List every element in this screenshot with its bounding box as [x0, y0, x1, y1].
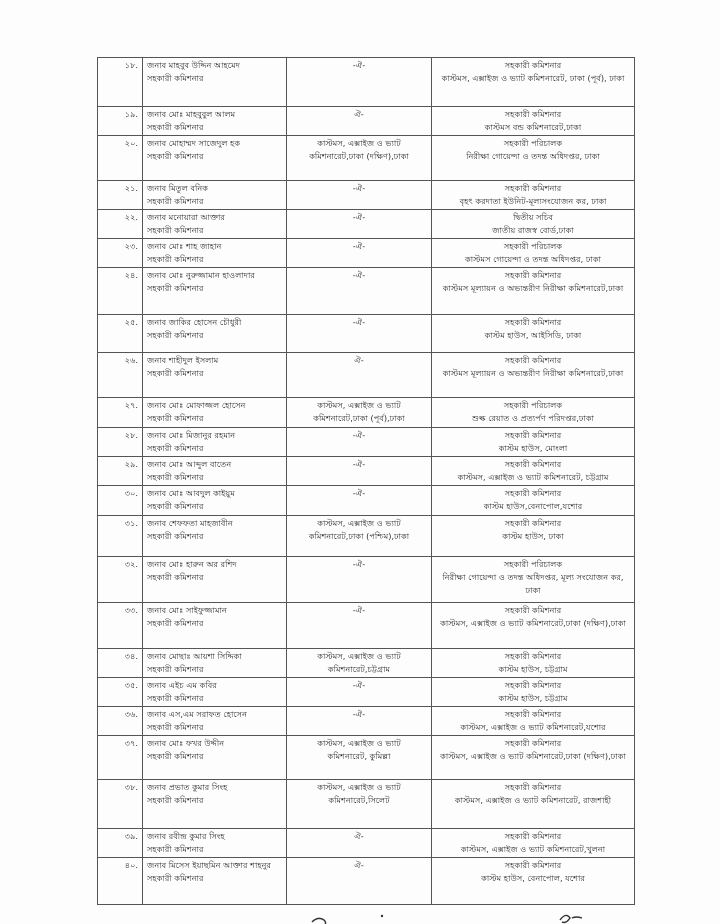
table-row [98, 858, 635, 905]
serial-cell [98, 516, 143, 557]
new-post-title: সহকারী কমিশনার [504, 831, 562, 841]
serial-cell [98, 780, 143, 829]
page-number-mark [560, 915, 582, 922]
officer-cell [143, 210, 287, 239]
serial-number: ২০. [124, 138, 138, 148]
current-posting-line: -ঐ- [352, 60, 366, 70]
table-row [98, 353, 635, 398]
new-posting-office: কাস্টম হাউস, চট্টগ্রাম [498, 693, 568, 703]
officer-name: জনাব মোছাঃ আয়শা সিদ্দিকা [147, 651, 242, 661]
officer-designation: সহকারী কমিশনার [147, 693, 204, 703]
officer-designation: সহকারী কমিশনার [147, 618, 204, 628]
current-posting-cell [287, 649, 432, 678]
new-post-title: সহকারী কমিশনার [504, 651, 562, 661]
new-posting-office: কাস্টম হাউস, চট্টগ্রাম [498, 664, 568, 674]
new-posting-office: কাস্টমস, এক্সাইজ ও ভ্যাট কমিশনারেট, রাজশাহী [454, 795, 612, 805]
officer-cell [143, 557, 287, 603]
new-posting-office: কাস্টমস, এক্সাইজ ও ভ্যাট কমিশনারেট,যশোর [460, 722, 606, 732]
officer-designation: সহকারী কমিশনার [147, 722, 204, 732]
new-posting-office: কাস্টম হাউস, মোংলা [498, 443, 568, 453]
officer-designation: সহকারী কমিশনার [147, 254, 204, 264]
new-posting-cell [432, 58, 635, 107]
officer-name: জনাব জাকির হোসেন চৌধুরী [147, 317, 242, 327]
current-posting-cell [287, 486, 432, 516]
new-posting-cell [432, 181, 635, 210]
serial-cell [98, 58, 143, 107]
new-posting-office: বৃহৎ করদাতা ইউনিট-মূল্যসংযোজন কর, ঢাকা [459, 196, 607, 206]
current-posting-line: ঐ- [354, 109, 364, 119]
current-posting-line: -ঐ- [352, 212, 366, 222]
new-post-title: সহকারী কমিশনার [504, 709, 562, 719]
officer-cell [143, 736, 287, 780]
officer-name: জনাব মোঃ আবদুল কাইয়ুম [147, 488, 235, 498]
new-posting-cell [432, 486, 635, 516]
current-posting-line: ঐ- [354, 831, 364, 841]
table-row [98, 398, 635, 428]
current-posting-cell [287, 181, 432, 210]
serial-cell [98, 181, 143, 210]
officer-cell [143, 649, 287, 678]
officer-designation: সহকারী কমিশনার [147, 572, 204, 582]
new-posting-office: কাস্টম হাউস, বেনাপোল, যশোর [481, 873, 585, 883]
new-posting-cell [432, 829, 635, 858]
new-post-title: সহকারী কমিশনার [504, 60, 562, 70]
current-posting-line: ঐ- [354, 355, 364, 365]
table-row [98, 516, 635, 557]
new-posting-office: কাস্টমস মূল্যায়ন ও অভ্যন্তরীণ নিরীক্ষা কমিশনারেট,ঢাকা [442, 283, 624, 293]
new-posting-office: কাস্টমস, এক্সাইজ ও ভ্যাট কমিশনারেট,খুলনা [460, 844, 606, 854]
current-posting-line: কাস্টমস, এক্সাইজ ও ভ্যাট [317, 400, 401, 410]
current-posting-line: -ঐ- [352, 270, 366, 280]
serial-cell [98, 486, 143, 516]
officer-name: জনাব রবীন্দ্র কুমার সিংহ [147, 831, 225, 841]
officer-designation: সহকারী কমিশনার [147, 151, 204, 161]
new-post-title: সহকারী কমিশনার [504, 109, 562, 119]
current-posting-cell [287, 678, 432, 707]
serial-cell [98, 557, 143, 603]
current-posting-cell [287, 557, 432, 603]
new-posting-cell [432, 210, 635, 239]
table-row [98, 181, 635, 210]
current-posting-line: কমিশনারেট, কুমিল্লা [327, 751, 391, 761]
serial-number: ৩৮. [124, 782, 138, 792]
new-post-title: সহকারী কমিশনার [504, 518, 562, 528]
officer-name: জনাব মিসেস ইয়াছমিন আক্তার শাহনুর [147, 860, 272, 870]
current-posting-line: কাস্টমস, এক্সাইজ ও ভ্যাট [317, 738, 401, 748]
current-posting-cell [287, 736, 432, 780]
serial-cell [98, 107, 143, 136]
officer-designation: সহকারী কমিশনার [147, 795, 204, 805]
current-posting-cell [287, 780, 432, 829]
new-posting-office: জাতীয় রাজস্ব বোর্ড,ঢাকা [492, 225, 574, 235]
serial-number: ৩২. [124, 559, 138, 569]
new-posting-cell [432, 107, 635, 136]
officer-name: জনাব মোঃ আব্দুল বাতেন [147, 459, 232, 469]
new-post-title: সহকারী কমিশনার [504, 430, 562, 440]
current-posting-line: কমিশনারেট,সিলেট [328, 795, 390, 805]
officer-cell [143, 315, 287, 353]
officer-name: জনাব মোঃ মোফাজ্জল হোসেন [147, 400, 246, 410]
new-posting-office: কাস্টমস বন্ড কমিশনারেট,ঢাকা [484, 122, 582, 132]
new-post-title: সহকারী কমিশনার [504, 680, 562, 690]
new-posting-office: কাস্টমস মূল্যায়ন ও অভ্যন্তরীণ নিরীক্ষা কমিশনারেট,ঢাকা [442, 368, 624, 378]
officer-name: জনাব মোঃ শাহ জাহান [147, 241, 222, 251]
current-posting-line: কাস্টমস, এক্সাইজ ও ভ্যাট [317, 518, 401, 528]
officer-designation: সহকারী কমিশনার [147, 873, 204, 883]
officer-designation: সহকারী কমিশনার [147, 368, 204, 378]
serial-number: ১৮. [124, 60, 138, 70]
table-row [98, 557, 635, 603]
officer-designation: সহকারী কমিশনার [147, 413, 204, 423]
table-row [98, 107, 635, 136]
officer-name: জনাব মোঃ মিজানুর রহমান [147, 430, 236, 440]
table-row [98, 649, 635, 678]
new-post-title: সহকারী পরিচালক [503, 241, 563, 251]
serial-cell [98, 210, 143, 239]
new-posting-office: কাস্টমস, এক্সাইজ ও ভ্যাট কমিশনারেট, চট্টগ্রাম [457, 472, 609, 482]
current-posting-line: -ঐ- [352, 317, 366, 327]
current-posting-cell [287, 315, 432, 353]
officer-name: জনাব প্রভাত কুমার সিংহ [147, 782, 228, 792]
serial-cell [98, 239, 143, 268]
serial-cell [98, 678, 143, 707]
officer-cell [143, 58, 287, 107]
officer-designation: সহকারী কমিশনার [147, 330, 204, 340]
officer-name: জনাব শেফফতা মাহজাবীন [147, 518, 233, 528]
serial-number: ২৩. [124, 241, 138, 251]
new-posting-cell [432, 780, 635, 829]
officer-name: জনাব মোঃ সাইফুজ্জামান [147, 605, 227, 615]
table-row [98, 736, 635, 780]
officer-cell [143, 457, 287, 486]
officer-cell [143, 858, 287, 905]
serial-cell [98, 649, 143, 678]
serial-number: ২৯. [124, 459, 138, 469]
current-posting-cell [287, 858, 432, 905]
new-posting-office: কাস্টম হাউস, আইসিডি, ঢাকা [484, 330, 582, 340]
officer-designation: সহকারী কমিশনার [147, 844, 204, 854]
table-row [98, 268, 635, 315]
current-posting-line: -ঐ- [352, 241, 366, 251]
new-post-title: সহকারী কমিশনার [504, 782, 562, 792]
serial-number: ৩৯. [124, 831, 138, 841]
officer-cell [143, 353, 287, 398]
officer-name: জনাব এইচ এম কবির [147, 680, 217, 690]
serial-number: ২২. [124, 212, 138, 222]
table-row [98, 58, 635, 107]
current-posting-line: -ঐ- [352, 559, 366, 569]
new-posting-cell [432, 428, 635, 457]
serial-number: ৩৪. [124, 651, 138, 661]
table-row [98, 457, 635, 486]
current-posting-cell [287, 239, 432, 268]
new-post-title: সহকারী কমিশনার [504, 605, 562, 615]
officer-cell [143, 398, 287, 428]
officer-name: জনাব মোহাম্মদ সাজেদুল হক [147, 138, 241, 148]
current-posting-line: কাস্টমস, এক্সাইজ ও ভ্যাট [317, 138, 401, 148]
new-posting-cell [432, 516, 635, 557]
officer-name: জনাব শাহীদুল ইসলাম [147, 355, 219, 365]
serial-number: ৩৫. [124, 680, 138, 690]
current-posting-line: -ঐ- [352, 709, 366, 719]
new-post-title: সহকারী কমিশনার [504, 317, 562, 327]
current-posting-line: ঐ- [354, 860, 364, 870]
new-posting-office: নিরীক্ষা গোয়েন্দা ও তদন্ত অধিদপ্তর, ঢাকা [466, 151, 600, 161]
officer-designation: সহকারী কমিশনার [147, 225, 204, 235]
new-posting-cell [432, 457, 635, 486]
officer-designation: সহকারী কমিশনার [147, 283, 204, 293]
serial-number: ২১. [124, 183, 138, 193]
new-post-title: সহকারী কমিশনার [504, 860, 562, 870]
serial-cell [98, 353, 143, 398]
new-posting-office: শুল্ক রেয়াত ও প্রত্যর্পণ পরিদপ্তর,ঢাকা [471, 413, 595, 423]
officer-name: জনাব এস,এম সরাফত হোসেন [147, 709, 247, 719]
current-posting-cell [287, 136, 432, 181]
new-posting-office: কাস্টমস, এক্সাইজ ও ভ্যাট কমিশনারেট,ঢাকা (দক্ষিণ),ঢাকা [440, 751, 626, 761]
officer-name: জনাব মোঃ মাহবুবুল আলম [147, 109, 236, 119]
officer-designation: সহকারী কমিশনার [147, 73, 204, 83]
current-posting-line: কমিশনারেট,ঢাকা (পূর্ব),ঢাকা [313, 413, 405, 423]
serial-number: ৩৩. [124, 605, 138, 615]
serial-number: ২৮. [124, 430, 138, 440]
current-posting-line: কাস্টমস, এক্সাইজ ও ভ্যাট [317, 782, 401, 792]
new-posting-cell [432, 315, 635, 353]
officer-cell [143, 516, 287, 557]
table-row [98, 678, 635, 707]
serial-cell [98, 315, 143, 353]
serial-number: ২৭. [124, 400, 138, 410]
new-posting-cell [432, 649, 635, 678]
serial-cell [98, 136, 143, 181]
serial-number: ১৯. [124, 109, 138, 119]
officer-designation: সহকারী কমিশনার [147, 664, 204, 674]
handwritten-marks [0, 900, 720, 924]
officer-name: জনাব মোঃ নুরুজ্জামান হাওলাদার [147, 270, 255, 280]
serial-number: ৪০. [124, 860, 138, 870]
officer-name: জনাব মনোয়ারা আক্তার [147, 212, 225, 222]
serial-cell [98, 428, 143, 457]
serial-cell [98, 268, 143, 315]
current-posting-cell [287, 210, 432, 239]
serial-number: ৩৬. [124, 709, 138, 719]
serial-cell [98, 603, 143, 649]
officer-cell [143, 181, 287, 210]
officer-designation: সহকারী কমিশনার [147, 122, 204, 132]
new-post-title: সহকারী কমিশনার [504, 183, 562, 193]
current-posting-line: -ঐ- [352, 605, 366, 615]
new-post-title: সহকারী কমিশনার [504, 738, 562, 748]
serial-number: ৩৭. [124, 738, 138, 748]
serial-cell [98, 457, 143, 486]
current-posting-line: কমিশনারেট,চট্টগ্রাম [327, 664, 391, 674]
new-post-title: সহকারী পরিচালক [503, 559, 563, 569]
new-posting-office: কাস্টম হাউস, ঢাকা [502, 531, 564, 541]
serial-number: ২৬. [124, 355, 138, 365]
new-posting-office: কাস্টমস গোয়েন্দা ও তদন্ত অধিদপ্তর, ঢাকা [464, 254, 601, 264]
officer-cell [143, 239, 287, 268]
new-posting-office: কাস্টমস, এক্সাইজ ও ভ্যাট কমিশনারেট,ঢাকা (দক্ষিণ),ঢাকা [440, 618, 626, 628]
table-row [98, 486, 635, 516]
officer-name: জনাব মোঃ ফখর উদ্দীন [147, 738, 225, 748]
new-posting-cell [432, 398, 635, 428]
new-posting-office: কাস্টমস, এক্সাইজ ও ভ্যাট কমিশনারেট, ঢাকা (পূর্ব), ঢাকা [441, 73, 625, 83]
new-post-title: দ্বিতীয় সচিব [513, 212, 553, 222]
officer-cell [143, 780, 287, 829]
current-posting-cell [287, 603, 432, 649]
new-post-title: সহকারী কমিশনার [504, 459, 562, 469]
new-posting-cell [432, 353, 635, 398]
new-post-title: সহকারী কমিশনার [504, 270, 562, 280]
new-posting-cell [432, 603, 635, 649]
handwritten-signature-scribble [0, 900, 720, 924]
table-row [98, 603, 635, 649]
officer-cell [143, 107, 287, 136]
serial-number: ৩০. [124, 488, 138, 498]
table-row [98, 829, 635, 858]
table-row [98, 239, 635, 268]
table-row [98, 780, 635, 829]
officer-name: জনাব মিতুল বনিক [147, 183, 208, 193]
new-posting-cell [432, 707, 635, 736]
new-posting-cell [432, 557, 635, 603]
current-posting-line: -ঐ- [352, 459, 366, 469]
officer-cell [143, 136, 287, 181]
serial-number: ২৫. [124, 317, 138, 327]
new-posting-cell [432, 858, 635, 905]
new-posting-cell [432, 678, 635, 707]
officer-designation: সহকারী কমিশনার [147, 751, 204, 761]
current-posting-cell [287, 268, 432, 315]
new-posting-office: কাস্টম হাউস,বেনাপোল,যশোর [483, 501, 583, 511]
current-posting-line: কাস্টমস, এক্সাইজ ও ভ্যাট [317, 651, 401, 661]
current-posting-cell [287, 516, 432, 557]
new-posting-cell [432, 736, 635, 780]
table-row [98, 210, 635, 239]
officer-cell [143, 268, 287, 315]
officer-designation: সহকারী কমিশনার [147, 501, 204, 511]
officer-cell [143, 603, 287, 649]
current-posting-cell [287, 707, 432, 736]
officer-designation: সহকারী কমিশনার [147, 443, 204, 453]
table-row [98, 707, 635, 736]
officer-designation: সহকারী কমিশনার [147, 531, 204, 541]
officer-cell [143, 707, 287, 736]
current-posting-line: -ঐ- [352, 680, 366, 690]
officer-name: জনাব মোঃ হারুন অর রশিদ [147, 559, 237, 569]
serial-number: ২৪. [124, 270, 138, 280]
serial-cell [98, 707, 143, 736]
officer-name: জনাব মাহবুব উদ্দিন আহমেদ [147, 60, 240, 70]
serial-number: ৩১. [124, 518, 138, 528]
table-row [98, 136, 635, 181]
posting-table [97, 57, 635, 905]
table-row [98, 428, 635, 457]
officer-designation: সহকারী কমিশনার [147, 472, 204, 482]
serial-cell [98, 398, 143, 428]
current-posting-cell [287, 428, 432, 457]
current-posting-cell [287, 353, 432, 398]
current-posting-cell [287, 829, 432, 858]
new-post-title: সহকারী পরিচালক [503, 400, 563, 410]
new-posting-office: নিরীক্ষা গোয়েন্দা ও তদন্ত অধিদপ্তর, মূল্য সংযোজন কর, ঢাকা [442, 572, 624, 595]
current-posting-line: -ঐ- [352, 488, 366, 498]
new-posting-cell [432, 268, 635, 315]
current-posting-line: -ঐ- [352, 430, 366, 440]
current-posting-line: কমিশনারেট,ঢাকা (দক্ষিণ),ঢাকা [309, 151, 409, 161]
current-posting-cell [287, 58, 432, 107]
new-post-title: সহকারী পরিচালক [503, 138, 563, 148]
officer-cell [143, 428, 287, 457]
table-row [98, 315, 635, 353]
officer-cell [143, 678, 287, 707]
serial-cell [98, 829, 143, 858]
new-post-title: সহকারী কমিশনার [504, 488, 562, 498]
officer-designation: সহকারী কমিশনার [147, 196, 204, 206]
new-posting-cell [432, 136, 635, 181]
current-posting-cell [287, 398, 432, 428]
serial-cell [98, 858, 143, 905]
serial-cell [98, 736, 143, 780]
current-posting-cell [287, 457, 432, 486]
current-posting-cell [287, 107, 432, 136]
new-post-title: সহকারী কমিশনার [504, 355, 562, 365]
new-posting-cell [432, 239, 635, 268]
officer-cell [143, 486, 287, 516]
current-posting-line: -ঐ- [352, 183, 366, 193]
current-posting-line: কমিশনারেট,ঢাকা (পশ্চিম),ঢাকা [308, 531, 410, 541]
officer-cell [143, 829, 287, 858]
